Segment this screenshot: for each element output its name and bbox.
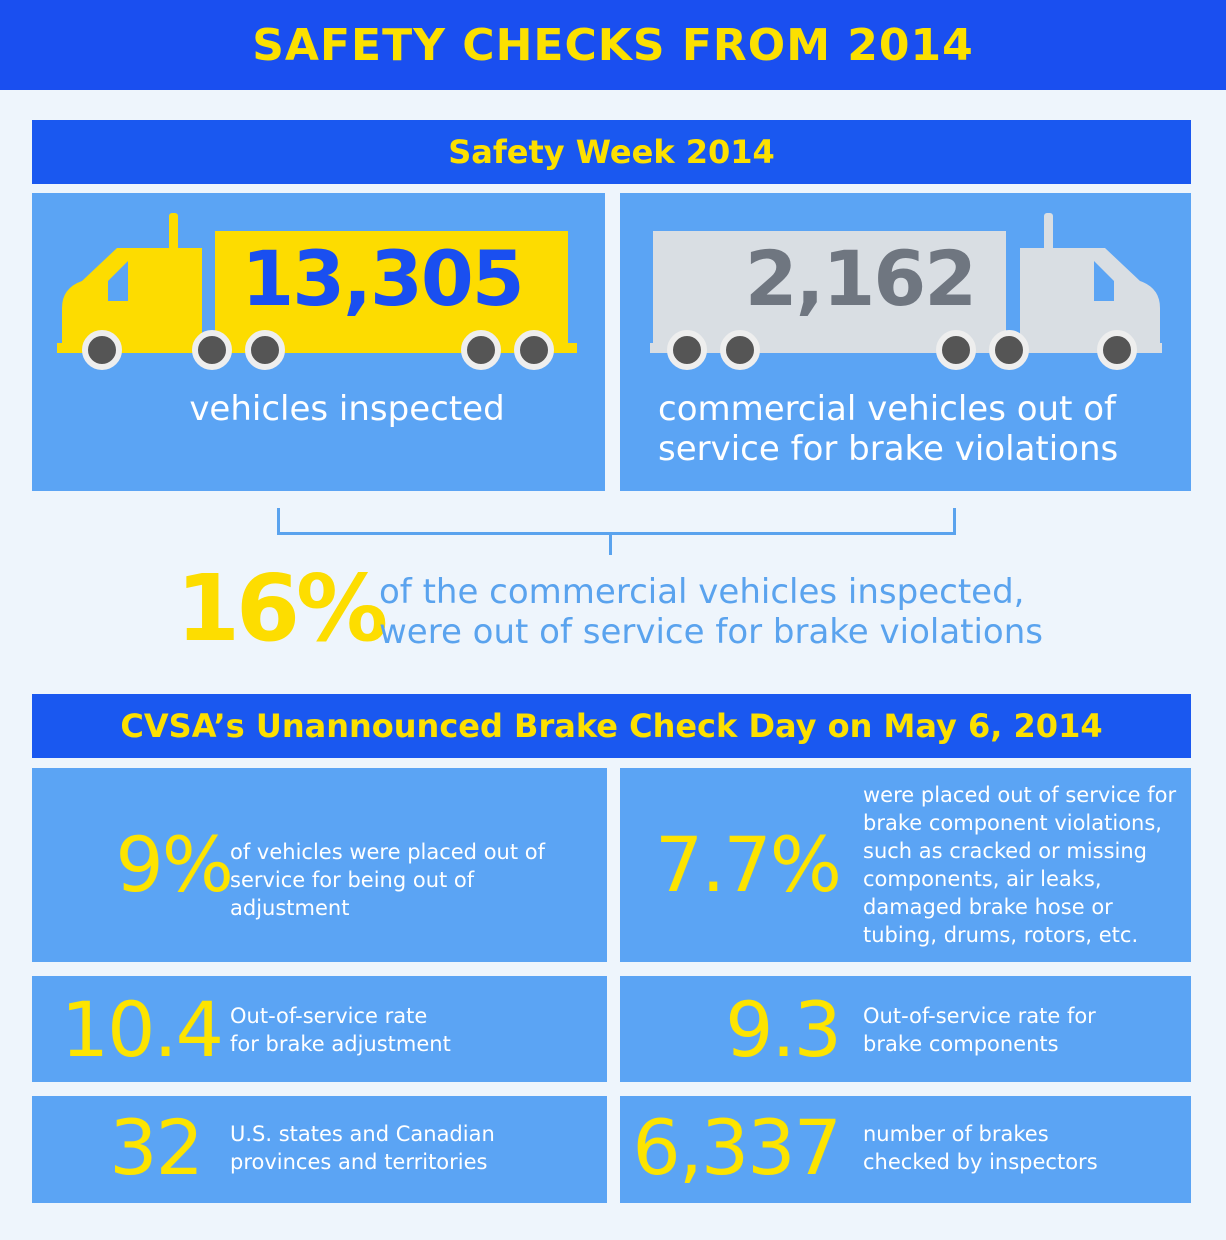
- stat-description: [230, 1002, 600, 1058]
- stat-cell-components-rate: [620, 976, 1191, 1082]
- stat-cell-jurisdictions: [32, 1096, 607, 1203]
- stat-line: damaged brake hose or: [863, 895, 1113, 919]
- stat-line: number of brakes: [863, 1122, 1049, 1146]
- safety-week-title: Safety Week 2014: [448, 133, 775, 171]
- stat-cell-component-violations: [620, 768, 1191, 962]
- stat-line: checked by inspectors: [863, 1150, 1098, 1174]
- stat-line: tubing, drums, rotors, etc.: [863, 923, 1139, 947]
- stat-line: brake component violations,: [863, 811, 1162, 835]
- stat-line: Out-of-service rate: [230, 1004, 428, 1028]
- stat-line: of vehicles were placed out of: [230, 840, 545, 864]
- stat-value: 9%: [115, 820, 232, 909]
- summary-line1: of the commercial vehicles inspected,: [379, 572, 1025, 612]
- safety-week-heading: [32, 120, 1191, 184]
- stat-line: components, air leaks,: [863, 867, 1102, 891]
- inspected-panel: [32, 193, 605, 491]
- out-of-service-label-line1: commercial vehicles out of: [658, 389, 1116, 429]
- bracket-connector: [277, 508, 956, 535]
- stat-cell-adjustment-rate: [32, 976, 607, 1082]
- inspected-label: vehicles inspected: [189, 389, 505, 429]
- page-title: SAFETY CHECKS FROM 2014: [252, 20, 974, 71]
- stat-cell-out-of-adjustment: [32, 768, 607, 962]
- inspected-count: 13,305: [241, 234, 523, 323]
- bracket-stem: [609, 535, 612, 555]
- stat-line: U.S. states and Canadian: [230, 1122, 495, 1146]
- stat-line: for brake adjustment: [230, 1032, 451, 1056]
- out-of-service-count: 2,162: [744, 234, 976, 323]
- stat-value: 7.7%: [654, 820, 840, 909]
- brake-check-title: CVSA’s Unannounced Brake Check Day on May 6, 2014: [120, 707, 1103, 745]
- stat-value: 6,337: [632, 1103, 840, 1192]
- stat-value: 10.4: [60, 985, 222, 1074]
- stat-cell-brakes-checked: [620, 1096, 1191, 1203]
- stat-description: [863, 1120, 1183, 1176]
- stat-description: [863, 1002, 1183, 1058]
- out-of-service-panel: [620, 193, 1191, 491]
- stat-value: 9.3: [725, 985, 840, 1074]
- stat-line: such as cracked or missing: [863, 839, 1148, 863]
- stat-line: provinces and territories: [230, 1150, 488, 1174]
- stat-line: were placed out of service for: [863, 783, 1177, 807]
- brake-check-heading: [32, 694, 1191, 758]
- stat-line: Out-of-service rate for: [863, 1004, 1096, 1028]
- summary-text: [379, 572, 1159, 652]
- summary-line2: were out of service for brake violations: [379, 612, 1043, 652]
- stat-line: service for being out of adjustment: [230, 868, 475, 920]
- header-bar: [0, 0, 1226, 90]
- out-of-service-label-line2: service for brake violations: [658, 429, 1119, 469]
- stat-line: brake components: [863, 1032, 1059, 1056]
- summary-percent: 16%: [176, 555, 385, 662]
- stat-description: [230, 1120, 600, 1176]
- stat-value: 32: [109, 1103, 202, 1192]
- stat-description: [863, 781, 1183, 949]
- stat-description: [230, 838, 600, 922]
- out-of-service-label: [658, 389, 1178, 469]
